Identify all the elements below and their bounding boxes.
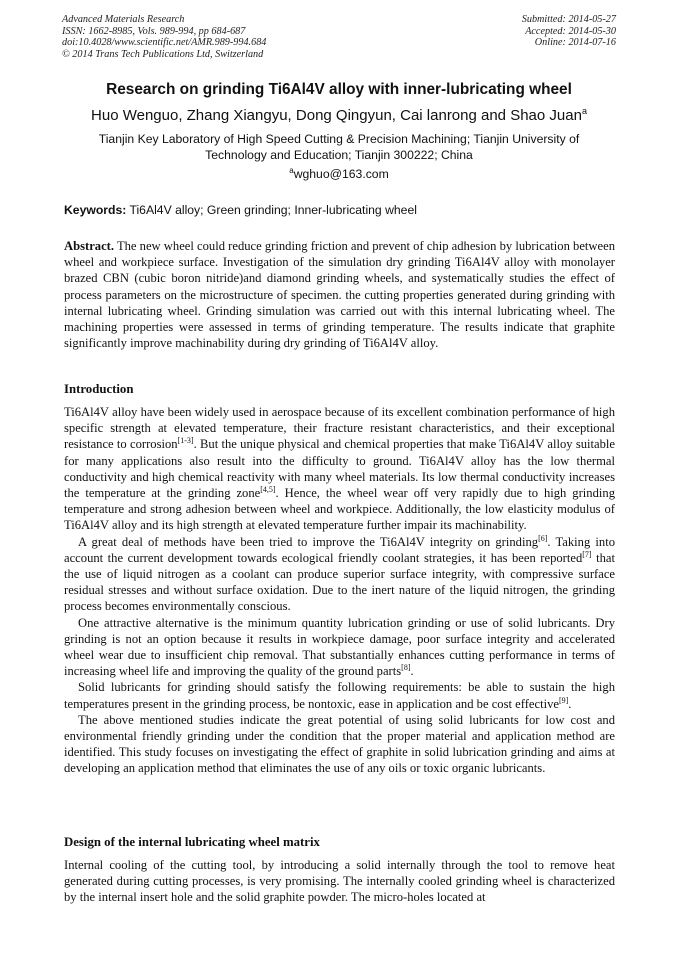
design-body bbox=[64, 857, 615, 906]
intro-paragraph-1 bbox=[64, 404, 615, 534]
citation-6: [6] bbox=[538, 533, 548, 543]
citation-4-5: [4,5] bbox=[260, 485, 276, 495]
email-address: wghuo@163.com bbox=[293, 167, 389, 181]
citation-1-3: [1-3] bbox=[177, 436, 194, 446]
contact-email bbox=[40, 166, 638, 181]
submission-dates bbox=[522, 14, 616, 49]
intro-p2-text-a: A great deal of methods have been tried to improve the Ti6Al4V integrity on grinding bbox=[78, 534, 539, 549]
abstract bbox=[64, 238, 615, 351]
journal-copyright: © 2014 Trans Tech Publications Ltd, Switzerland bbox=[62, 48, 264, 60]
author-affil-mark: a bbox=[581, 106, 587, 116]
intro-p4-text-b: . bbox=[568, 696, 572, 711]
citation-8: [8] bbox=[401, 663, 411, 673]
intro-p2-text-b: . Taking into account the current development towards ecological friendly coolant strategies, it has been reported bbox=[64, 534, 615, 565]
intro-paragraph-5: The above mentioned studies indicate the great potential of using solid lubricants for low cost and environmental friendly grinding under the condition that the proper material and application method are identified. This study focuses on investigating the effect of graphite in solid lubrication grinding and aims at developing an application method that eliminates the use of any oils or toxic organic lubricants. bbox=[64, 712, 615, 776]
introduction-body bbox=[64, 404, 615, 777]
keywords-text: Ti6Al4V alloy; Green grinding; Inner-lubricating wheel bbox=[126, 203, 417, 217]
date-accepted: Accepted: 2014-05-30 bbox=[525, 25, 616, 37]
author-names: Huo Wenguo, Zhang Xiangyu, Dong Qingyun, Cai lanrong and Shao Juan bbox=[91, 107, 582, 124]
intro-paragraph-2 bbox=[64, 534, 615, 615]
intro-p3-text-a: One attractive alternative is the minimum quantity lubrication grinding or use of solid lubricants. Dry grinding is not an option because it results in workpiece damage, poor surface integrity and accelerated wheel wear due to insufficient chip removal. That substantially enhances cutting performance in terms of increasing wheel life and improving the quality of the ground parts bbox=[64, 615, 615, 679]
author-list bbox=[40, 106, 638, 124]
affiliation: Tianjin Key Laboratory of High Speed Cutting & Precision Machining; Tianjin University of Technology and Education; Tianjin 300222; China bbox=[98, 132, 580, 162]
intro-p2-text-c: that the use of liquid nitrogen as a coolant can produce superior surface integrity, with compressive surface residual stresses and without surface oxidation. Due to the inert nature of the liquid nitrogen, the grinding process becomes environmentally conscious. bbox=[64, 550, 615, 614]
keywords bbox=[64, 203, 417, 217]
email-affil-mark: a bbox=[289, 166, 294, 175]
journal-issn: ISSN: 1662-8985, Vols. 989-994, pp 684-687 bbox=[62, 25, 246, 37]
journal-name: Advanced Materials Research bbox=[62, 14, 185, 25]
abstract-label: Abstract. bbox=[64, 239, 115, 253]
intro-paragraph-4 bbox=[64, 679, 615, 711]
citation-7: [7] bbox=[582, 549, 592, 559]
citation-9: [9] bbox=[558, 695, 569, 705]
journal-info bbox=[62, 14, 266, 60]
intro-paragraph-3 bbox=[64, 615, 615, 680]
keywords-label: Keywords: bbox=[64, 203, 127, 217]
paper-title: Research on grinding Ti6Al4V alloy with inner-lubricating wheel bbox=[106, 81, 572, 98]
intro-p4-text-a: Solid lubricants for grinding should satisfy the following requirements: be able to sustain the high temperatures present in the grinding process, be nontoxic, ease in application and be cost effective bbox=[64, 680, 615, 711]
journal-doi: doi:10.4028/www.scientific.net/AMR.989-994.684 bbox=[62, 37, 267, 49]
design-heading: Design of the internal lubricating wheel matrix bbox=[64, 835, 320, 849]
intro-p3-text-b: . bbox=[410, 664, 414, 679]
abstract-text: The new wheel could reduce grinding friction and prevent of chip adhesion by lubrication between wheel and workpiece surface. Investigation of the simulation dry grinding Ti6Al4V alloy with monolayer brazed CBN (cubic boron nitride)and diamond grinding wheels, and systematically studies the effect of process parameters on the microstructure of specimen. the cutting properties generated during grinding with internal lubricating wheel. Grinding simulation was carried out with this internal lubricating wheel. The machining properties were assessed in terms of grinding temperature. The results indicate that graphite significantly improve machinability during dry grinding of Ti6Al4V alloy. bbox=[64, 239, 615, 351]
intro-p1-text-b: . But the unique physical and chemical properties that make Ti6Al4V alloy suitable for many applications also result into the difficulty to ground. Ti6Al4V alloy has the low thermal conductivity and high chemical reactivity with many wheel materials. Its low thermal conductivity increases the temperature at the grinding zone bbox=[64, 437, 615, 501]
introduction-heading: Introduction bbox=[64, 382, 134, 396]
intro-p1-text-c: . Hence, the wheel wear off very rapidly due to high grinding temperature and strong adhesion between wheel and workpiece. Additionally, the low elasticity modulus of Ti6Al4V alloy and its high strength at elevated temperature further impair its machinability. bbox=[64, 486, 615, 533]
date-online: Online: 2014-07-16 bbox=[534, 37, 616, 49]
design-paragraph-1: Internal cooling of the cutting tool, by introducing a solid internally through the tool to remove heat generated during cutting processes, is very promising. The internally cooled grinding wheel is characterized by the internal insert hole and the solid graphite powder. The micro-holes located at bbox=[64, 858, 615, 905]
date-submitted: Submitted: 2014-05-27 bbox=[521, 14, 616, 25]
abstract-paragraph bbox=[64, 238, 615, 351]
intro-p1-text-a: Ti6Al4V alloy have been widely used in aerospace because of its excellent combination performance of high specific strength at elevated temperature, their fracture resistant characteristics, and their exceptional resistance to corrosion bbox=[64, 405, 615, 452]
